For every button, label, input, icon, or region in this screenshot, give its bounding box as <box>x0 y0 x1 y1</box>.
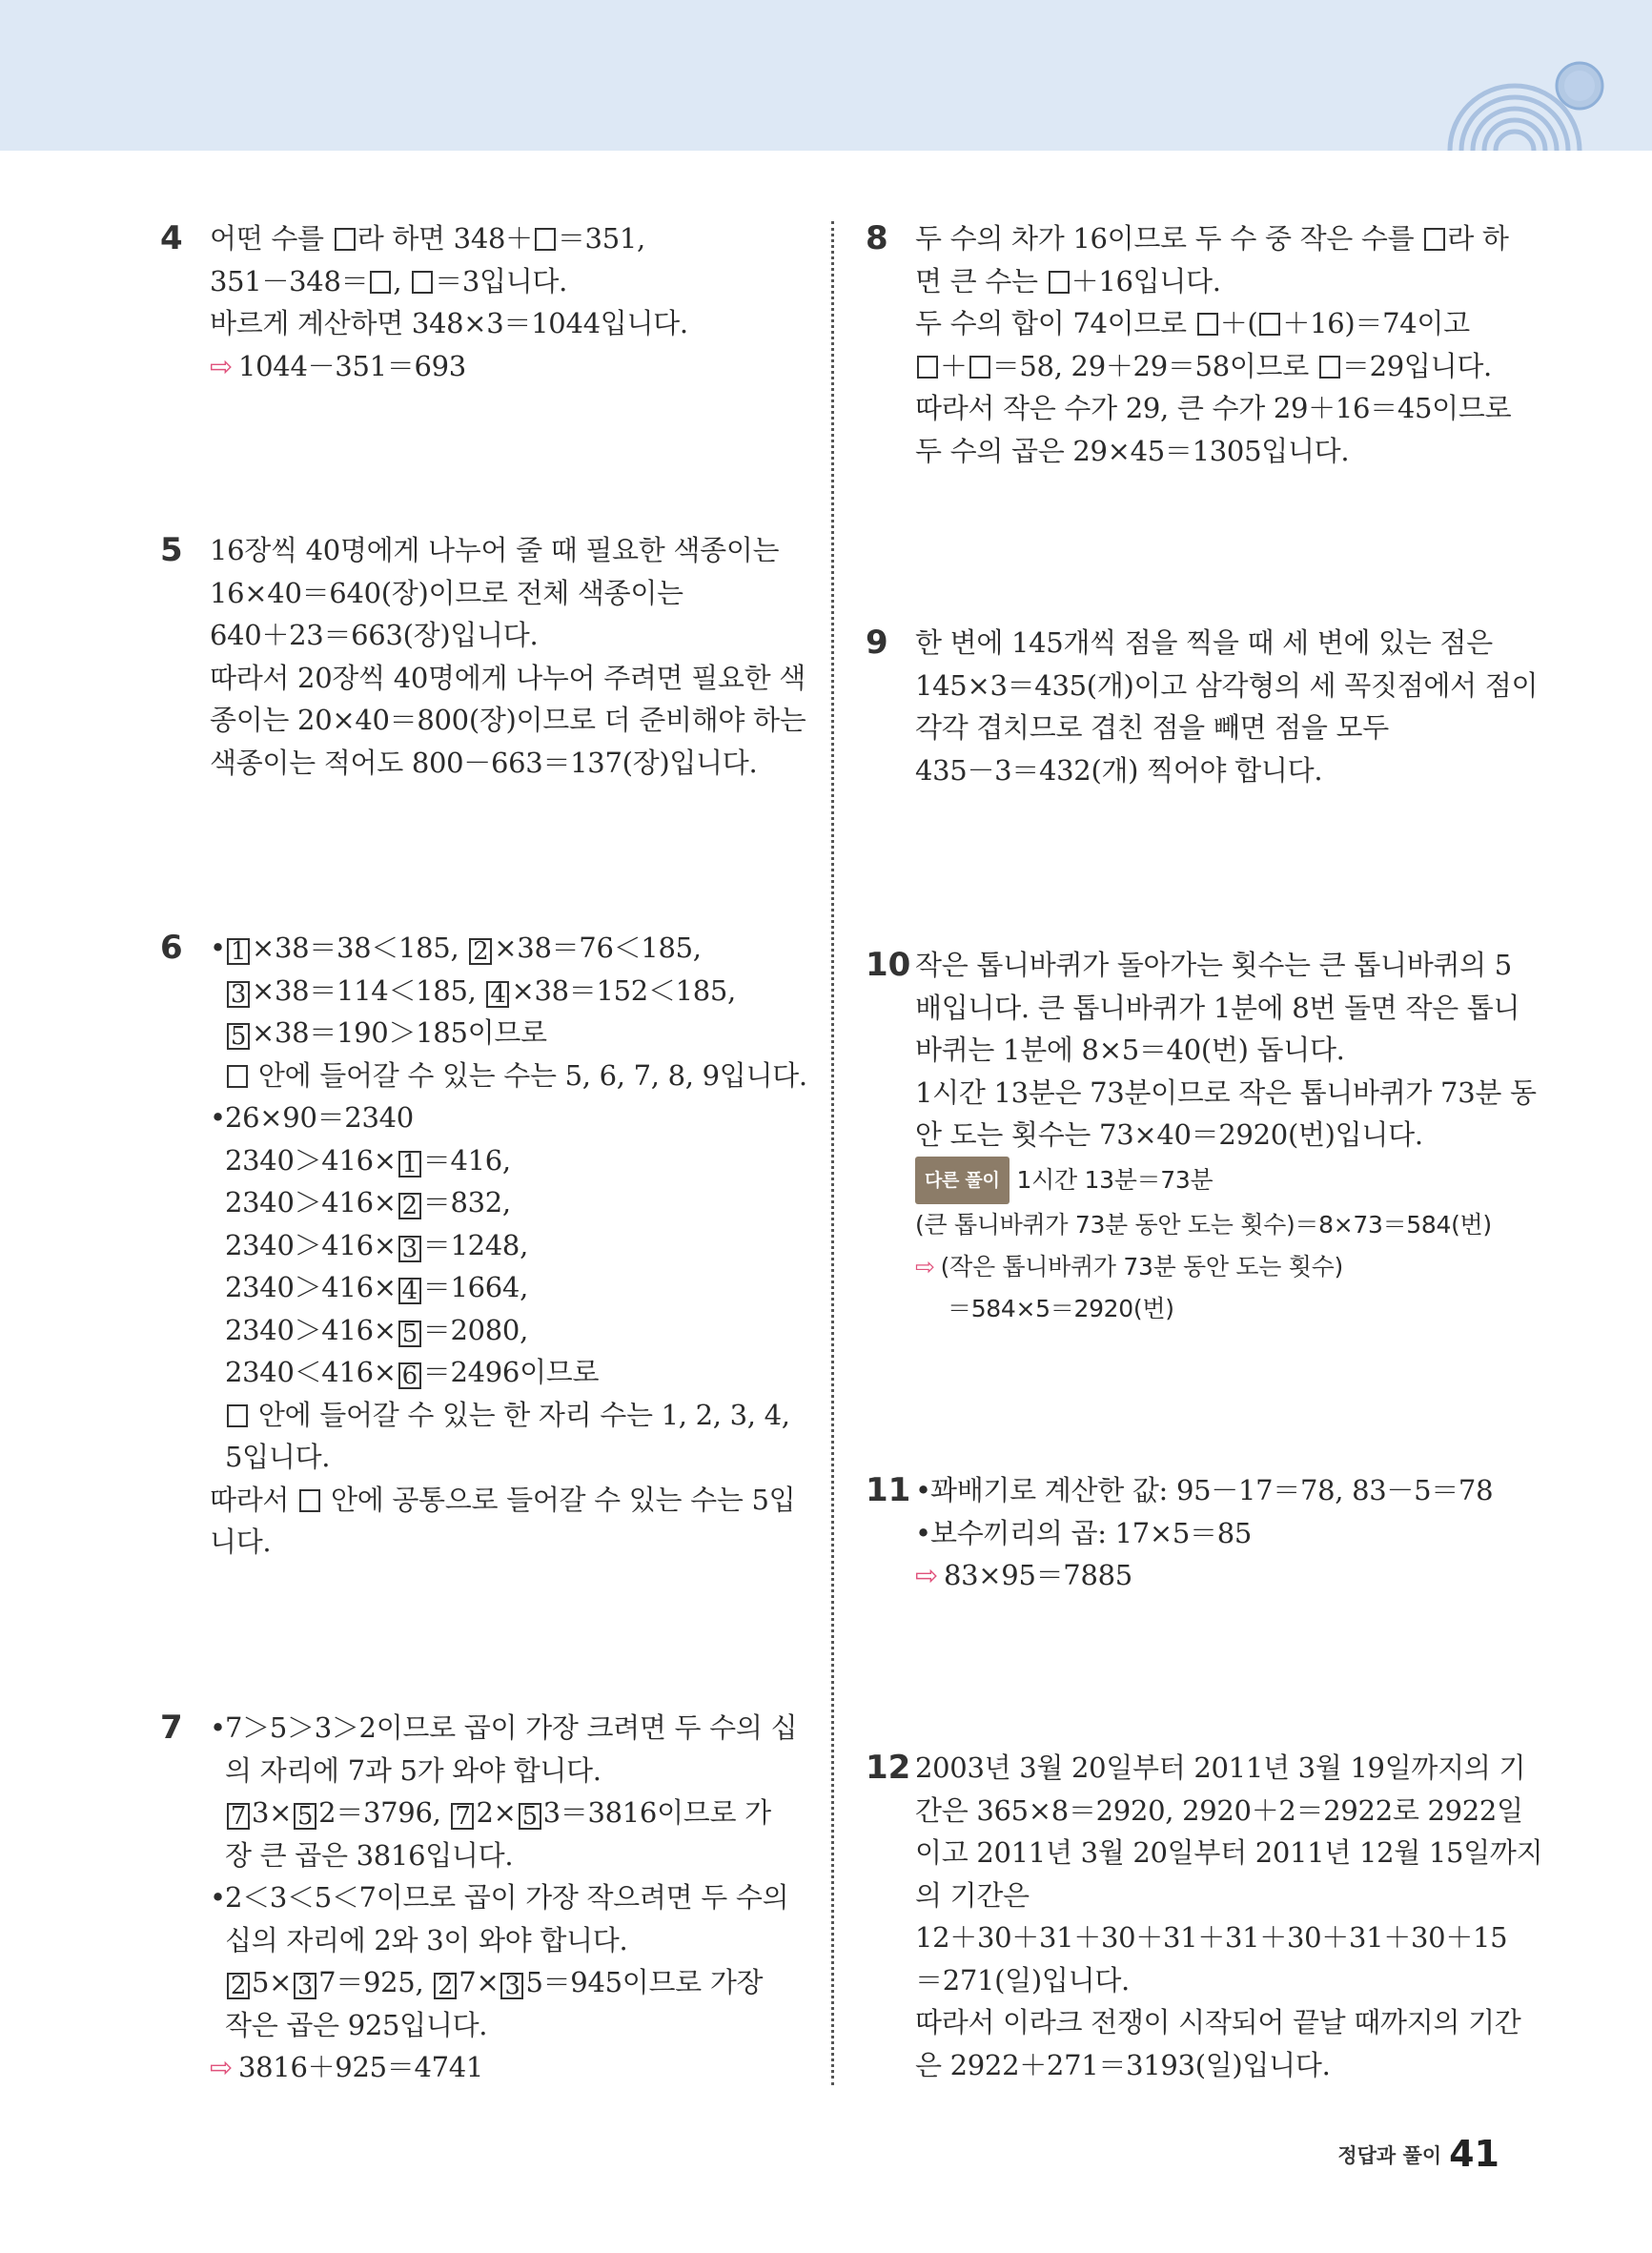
blank-box <box>227 1065 248 1088</box>
text-line: (큰 톱니바퀴가 73분 동안 도는 횟수)＝8×73＝584(번) <box>915 1210 1492 1239</box>
text-line: ＝584×5＝2920(번) <box>948 1294 1174 1322</box>
problem-number: 12 <box>866 1749 911 1787</box>
text-line: 2003년 3월 20일부터 2011년 3월 19일까지의 기 <box>915 1751 1526 1784</box>
text-line: 작은 곱은 925입니다. <box>225 2008 488 2041</box>
text-line: 각각 겹치므로 겹친 점을 빼면 점을 모두 <box>915 711 1389 744</box>
arrow-icon: ⇨ <box>915 1559 938 1591</box>
blank-box <box>969 356 990 379</box>
text-line: 2340＜416× 6 ＝2496이므로 <box>225 1356 600 1390</box>
blank-box <box>917 356 938 379</box>
answer-line: ⇨ 1044－351＝693 <box>210 349 466 382</box>
boxed-digit: 5 <box>398 1321 421 1347</box>
bullet-line: • 2＜3＜5＜7이므로 곱이 가장 작으려면 두 수의 <box>210 1876 797 1919</box>
text-line: 3 ×38＝114＜185, 4 ×38＝152＜185, <box>210 970 807 1013</box>
text-line: 어떤 수를 라 하면 348＋ ＝351, <box>210 222 645 255</box>
text-line: 작은 톱니바퀴가 돌아가는 횟수는 큰 톱니바퀴의 5 <box>915 949 1512 981</box>
boxed-digit: 2 <box>398 1193 421 1219</box>
boxed-digit: 5 <box>227 1023 250 1050</box>
text-line: 바퀴는 1분에 8×5＝40(번) 돕니다. <box>915 1034 1345 1066</box>
text-line: 이고 2011년 3월 20일부터 2011년 12월 15일까지 <box>915 1836 1543 1869</box>
problem-number: 8 <box>866 219 888 257</box>
bullet-line: • 7＞5＞3＞2이므로 곱이 가장 크려면 두 수의 십 <box>210 1707 797 1750</box>
boxed-digit: 3 <box>227 981 250 1008</box>
bullet-line: • 26×90＝2340 <box>210 1096 807 1139</box>
arrow-icon: ⇨ <box>915 1252 935 1280</box>
blank-box <box>370 271 391 294</box>
boxed-digit: 6 <box>398 1362 421 1389</box>
boxed-digit: 2 <box>434 1973 457 1999</box>
text-line: 640＋23＝663(장)입니다. <box>210 619 539 651</box>
text-line: 7 3× 5 2＝3796, 7 2× 5 3＝3816이므로 가 <box>210 1792 797 1834</box>
boxed-digit: 4 <box>486 981 509 1008</box>
problem-7 <box>160 1707 798 2089</box>
problem-4 <box>160 217 688 387</box>
text-line: 5 ×38＝190＞185이므로 <box>210 1012 807 1055</box>
problem-number: 7 <box>160 1709 183 1747</box>
text-line: ＝271(일)입니다. <box>915 1963 1130 1997</box>
problem-9 <box>866 622 1539 791</box>
text-line: 2340＞416× 4 ＝1664, <box>225 1271 528 1305</box>
text-line: 안 도는 횟수는 73×40＝2920(번)입니다. <box>915 1118 1423 1151</box>
text-line: 351－348＝ , ＝3입니다. <box>210 264 568 297</box>
page-footer <box>1337 2133 1499 2175</box>
problem-5 <box>160 529 806 784</box>
text-line: 2 5× 3 7＝925, 2 7× 3 5＝945이므로 가장 <box>210 1961 797 2004</box>
problem-number: 6 <box>160 929 183 967</box>
text-line: 두 수의 차가 16이므로 두 수 중 작은 수를 라 하 <box>915 222 1509 255</box>
text-line: 간은 365×8＝2920, 2920＋2＝2922로 2922일 <box>915 1793 1523 1827</box>
text-line: 16장씩 40명에게 나누어 줄 때 필요한 색종이는 <box>210 534 780 566</box>
blank-box <box>1319 356 1340 379</box>
text-line: 따라서 20장씩 40명에게 나누어 주려면 필요한 색 <box>210 661 806 694</box>
text-line: 십의 자리에 2와 3이 와야 합니다. <box>225 1923 628 1956</box>
problem-11 <box>866 1469 1494 1597</box>
problem-number: 11 <box>866 1471 911 1509</box>
text-line: 5입니다. <box>225 1441 331 1473</box>
blank-box <box>1424 228 1445 251</box>
blank-box <box>1197 313 1218 336</box>
blank-box <box>227 1404 248 1427</box>
column-divider <box>831 221 834 2085</box>
boxed-digit: 2 <box>469 938 492 965</box>
text-line: 2340＞416× 1 ＝416, <box>225 1143 511 1178</box>
text-line: 색종이는 적어도 800－663＝137(장)입니다. <box>210 746 758 779</box>
problem-number: 9 <box>866 624 888 662</box>
boxed-digit: 3 <box>398 1236 421 1262</box>
text-line: 의 자리에 7과 5가 와야 합니다. <box>225 1753 602 1787</box>
text-line: 은 2922＋271＝3193(일)입니다. <box>915 2048 1331 2081</box>
text-line: 안에 들어갈 수 있는 한 자리 수는 1, 2, 3, 4, <box>210 1394 807 1437</box>
text-line: 의 기간은 <box>915 1878 1030 1912</box>
answer-line: ⇨ 83×95＝7885 <box>915 1559 1132 1591</box>
text-line: 435－3＝432(개) 찍어야 합니다. <box>915 753 1323 787</box>
alt-solution-badge: 다른 풀이 <box>915 1157 1010 1204</box>
boxed-digit: 7 <box>451 1803 474 1830</box>
text-line: 1시간 13분은 73분이므로 작은 톱니바퀴가 73분 동 <box>915 1075 1537 1109</box>
text-line: 두 수의 합이 74이므로 ＋( ＋16)＝74이고 <box>915 307 1470 339</box>
problem-number: 10 <box>866 946 911 984</box>
arrow-icon: ⇨ <box>210 349 233 382</box>
boxed-digit: 4 <box>398 1278 421 1304</box>
boxed-digit: 2 <box>227 1973 250 1999</box>
bullet-line: • 꽈배기로 계산한 값: 95－17＝78, 83－5＝78 <box>915 1469 1493 1512</box>
text-line: 2340＞416× 3 ＝1248, <box>225 1228 528 1263</box>
blank-box <box>1259 313 1280 336</box>
text-line: 2340＞416× 2 ＝832, <box>225 1186 511 1220</box>
text-line: 안에 들어갈 수 있는 수는 5, 6, 7, 8, 9입니다. <box>210 1055 807 1097</box>
bullet-line: • 1 ×38＝38＜185, 2 ×38＝76＜185, <box>210 927 807 970</box>
problem-6 <box>160 927 807 1564</box>
text-line: 145×3＝435(개)이고 삼각형의 세 꼭짓점에서 점이 <box>915 668 1539 702</box>
blank-box <box>335 228 356 251</box>
problem-12 <box>866 1747 1543 2086</box>
text-line: 니다. <box>210 1526 272 1558</box>
text-line: 따라서 이라크 전쟁이 시작되어 끝날 때까지의 기간 <box>915 2006 1521 2038</box>
text-line: 장 큰 곱은 3816입니다. <box>225 1838 514 1872</box>
text-line: 16×40＝640(장)이므로 전체 색종이는 <box>210 576 683 609</box>
answer-line: ⇨ (작은 톱니바퀴가 73분 동안 도는 횟수) <box>915 1252 1343 1280</box>
blank-box <box>299 1489 320 1512</box>
problem-number: 5 <box>160 531 183 569</box>
boxed-digit: 5 <box>294 1803 316 1830</box>
text-line: 배입니다. 큰 톱니바퀴가 1분에 8번 돌면 작은 톱니 <box>915 991 1520 1024</box>
text-line: 다른 풀이 1시간 13분＝73분 <box>915 1157 1537 1204</box>
boxed-digit: 1 <box>227 938 250 965</box>
boxed-digit: 1 <box>398 1151 421 1178</box>
text-line: 12＋30＋31＋30＋31＋31＋30＋31＋30＋15 <box>915 1921 1508 1954</box>
bullet-line: • 보수끼리의 곱: 17×5＝85 <box>915 1512 1493 1555</box>
problem-10 <box>866 944 1537 1330</box>
answer-line: ⇨ 3816＋925＝4741 <box>210 2051 484 2083</box>
text-line: ＋ ＝58, 29＋29＝58이므로 ＝29입니다. <box>915 345 1511 388</box>
alternative-solution <box>915 1157 1537 1330</box>
boxed-digit: 7 <box>227 1803 250 1830</box>
arrow-icon: ⇨ <box>210 2051 233 2083</box>
text-line: 면 큰 수는 ＋16입니다. <box>915 264 1221 297</box>
text-line: 2340＞416× 5 ＝2080, <box>225 1313 528 1348</box>
text-line: 바르게 계산하면 348×3＝1044입니다. <box>210 307 688 339</box>
text-line: 두 수의 곱은 29×45＝1305입니다. <box>915 434 1350 467</box>
blank-box <box>535 228 556 251</box>
boxed-digit: 3 <box>294 1973 316 1999</box>
page-number: 41 <box>1449 2133 1499 2175</box>
problem-number: 4 <box>160 219 183 257</box>
footer-label: 정답과 풀이 <box>1337 2144 1442 2167</box>
boxed-digit: 5 <box>519 1803 541 1830</box>
blank-box <box>1049 271 1070 294</box>
boxed-digit: 3 <box>500 1973 523 1999</box>
text-line: 따라서 작은 수가 29, 큰 수가 29＋16＝45이므로 <box>915 392 1512 424</box>
text-line: 종이는 20×40＝800(장)이므로 더 준비해야 하는 <box>210 704 806 736</box>
text-line: 한 변에 145개씩 점을 찍을 때 세 변에 있는 점은 <box>915 626 1493 659</box>
text-line: 따라서 안에 공통으로 들어갈 수 있는 수는 5입 <box>210 1483 796 1516</box>
concentric-circles-decoration <box>1404 0 1652 151</box>
blank-box <box>412 271 433 294</box>
problem-8 <box>866 217 1512 472</box>
